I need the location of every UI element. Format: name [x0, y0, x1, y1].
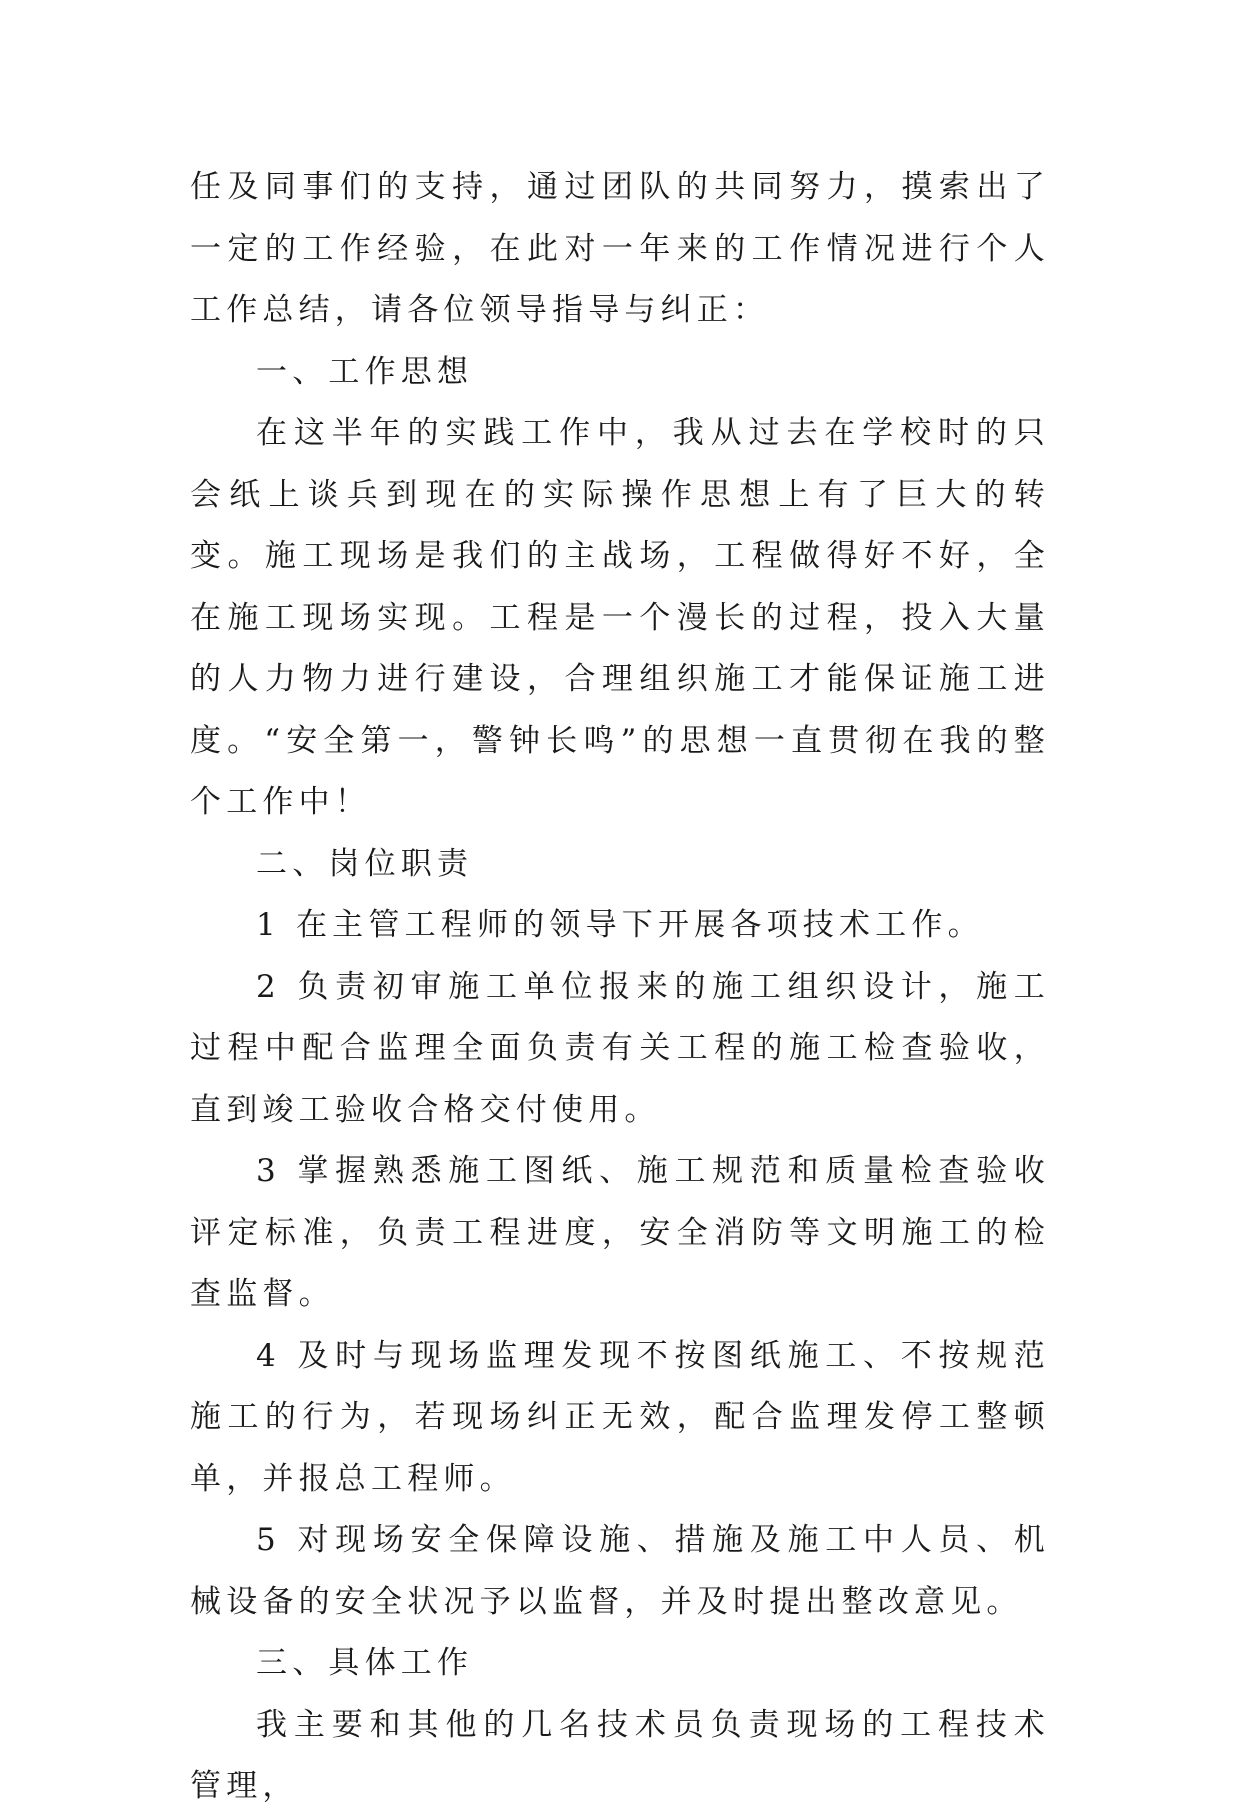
duty-item-2: 2 负责初审施工单位报来的施工组织设计，施工过程中配合监理全面负责有关工程的施工检查验收，直到竣工验收合格交付使用。	[190, 968, 1050, 1128]
document-body	[190, 157, 1050, 1818]
duty-item-3: 3 掌握熟悉施工图纸、施工规范和质量检查验收评定标准，负责工程进度，安全消防等文明施工的检查监督。	[190, 1153, 1050, 1312]
paragraph-work-thoughts: 在这半年的实践工作中，我从过去在学校时的只会纸上谈兵到现在的实际操作思想上有了巨大的转变。施工现场是我们的主战场，工程做得好不好，全在施工现场实现。工程是一个漫长的过程，投入大量的人力物力进行建设，合理组织施工才能保证施工进度。“安全第一，警钟长鸣”的思想一直贯彻在我的整个工作中！	[190, 415, 1050, 820]
section-heading-specific-work: 三、具体工作	[256, 1645, 474, 1681]
paragraph-continuation: 任及同事们的支持，通过团队的共同努力，摸索出了一定的工作经验，在此对一年来的工作情况进行个人工作总结，请各位领导指导与纠正：	[190, 169, 1050, 328]
duty-item-5: 5 对现场安全保障设施、措施及施工中人员、机械设备的安全状况予以监督，并及时提出整改意见。	[190, 1522, 1050, 1620]
paragraph-specific-work: 我主要和其他的几名技术员负责现场的工程技术管理，	[190, 1706, 1050, 1804]
duty-item-4: 4 及时与现场监理发现不按图纸施工、不按规范施工的行为，若现场纠正无效，配合监理发停工整顿单，并报总工程师。	[190, 1337, 1050, 1497]
duty-item-1: 1 在主管工程师的领导下开展各项技术工作。	[256, 907, 984, 943]
section-heading-job-duties: 二、岗位职责	[256, 845, 474, 882]
section-heading-work-thoughts: 一、工作思想	[256, 353, 474, 390]
